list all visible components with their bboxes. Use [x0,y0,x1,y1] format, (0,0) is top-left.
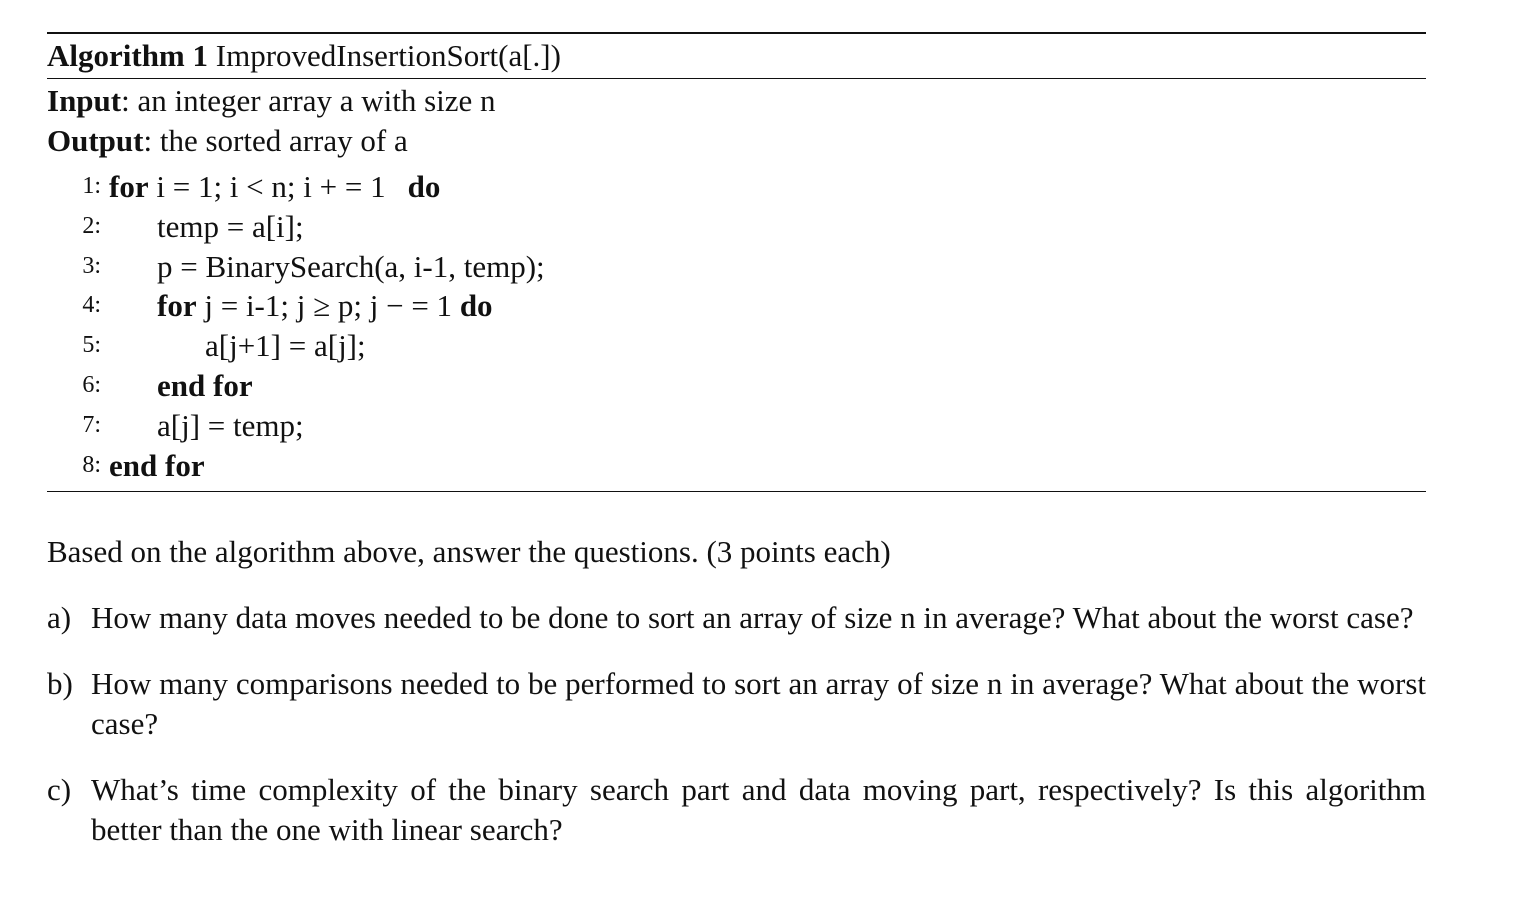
keyword: end for [109,447,205,483]
question-item [47,598,1426,638]
line-number: 2: [82,212,101,239]
line-number: 7: [82,411,101,438]
code-text: temp = a[i]; [157,208,304,244]
question-letter: b) [47,666,73,701]
question-text: How many comparisons needed to be performed to sort an array of size n in average? What about the worst case? [91,666,1426,741]
caption-rule [47,78,1426,79]
line-number: 3: [82,252,101,279]
question-item [47,770,1426,850]
line-number: 4: [82,292,101,319]
question-letter: a) [47,600,72,635]
code-line [47,286,1426,326]
bottom-rule [47,491,1426,492]
question-text: How many data moves needed to be done to sort an array of size n in average? What about the worst case? [91,600,1414,635]
code-text: a[j] = temp; [157,407,304,443]
line-number: 8: [82,451,101,478]
question-text: What’s time complexity of the binary search part and data moving part, respectively? Is this algorithm better than the one with linear search? [91,772,1426,847]
code-line [47,366,1426,406]
keyword: for [157,288,197,324]
keyword: end for [157,367,253,403]
question-letter: c) [47,772,72,807]
code-line [47,406,1426,446]
keyword: for [109,169,149,204]
algorithm-caption [47,34,1426,78]
code-line [47,247,1426,287]
code-line [47,167,1426,207]
algorithm-label: Algorithm 1 [47,38,209,73]
line-number: 6: [82,371,101,398]
code-line [47,446,1426,486]
code-text: a[j+1] = a[j]; [205,328,366,364]
code-text: j = i-1; j ≥ p; j − = 1 [196,288,460,324]
intro-text: Based on the algorithm above, answer the questions. (3 points each) [47,534,891,569]
keyword: do [459,288,493,324]
pseudocode [47,167,1426,491]
code-text: i = 1; i < n; i + = 1 [148,169,386,204]
input-text: : an integer array a with size n [121,83,496,118]
output-line [47,121,1426,161]
line-number: 1: [82,173,101,199]
output-text: : the sorted array of a [143,123,408,158]
algorithm-block [47,32,1426,492]
input-line [47,81,1426,121]
output-key: Output [47,123,144,158]
question-list [47,598,1426,876]
input-key: Input [47,83,122,118]
algorithm-name: ImprovedInsertionSort(a[.]) [215,38,561,73]
line-number: 5: [82,332,101,359]
code-line [47,326,1426,366]
question-item [47,664,1426,744]
code-text: p = BinarySearch(a, i-1, temp); [157,248,545,284]
keyword: do [407,169,441,204]
code-line [47,207,1426,247]
